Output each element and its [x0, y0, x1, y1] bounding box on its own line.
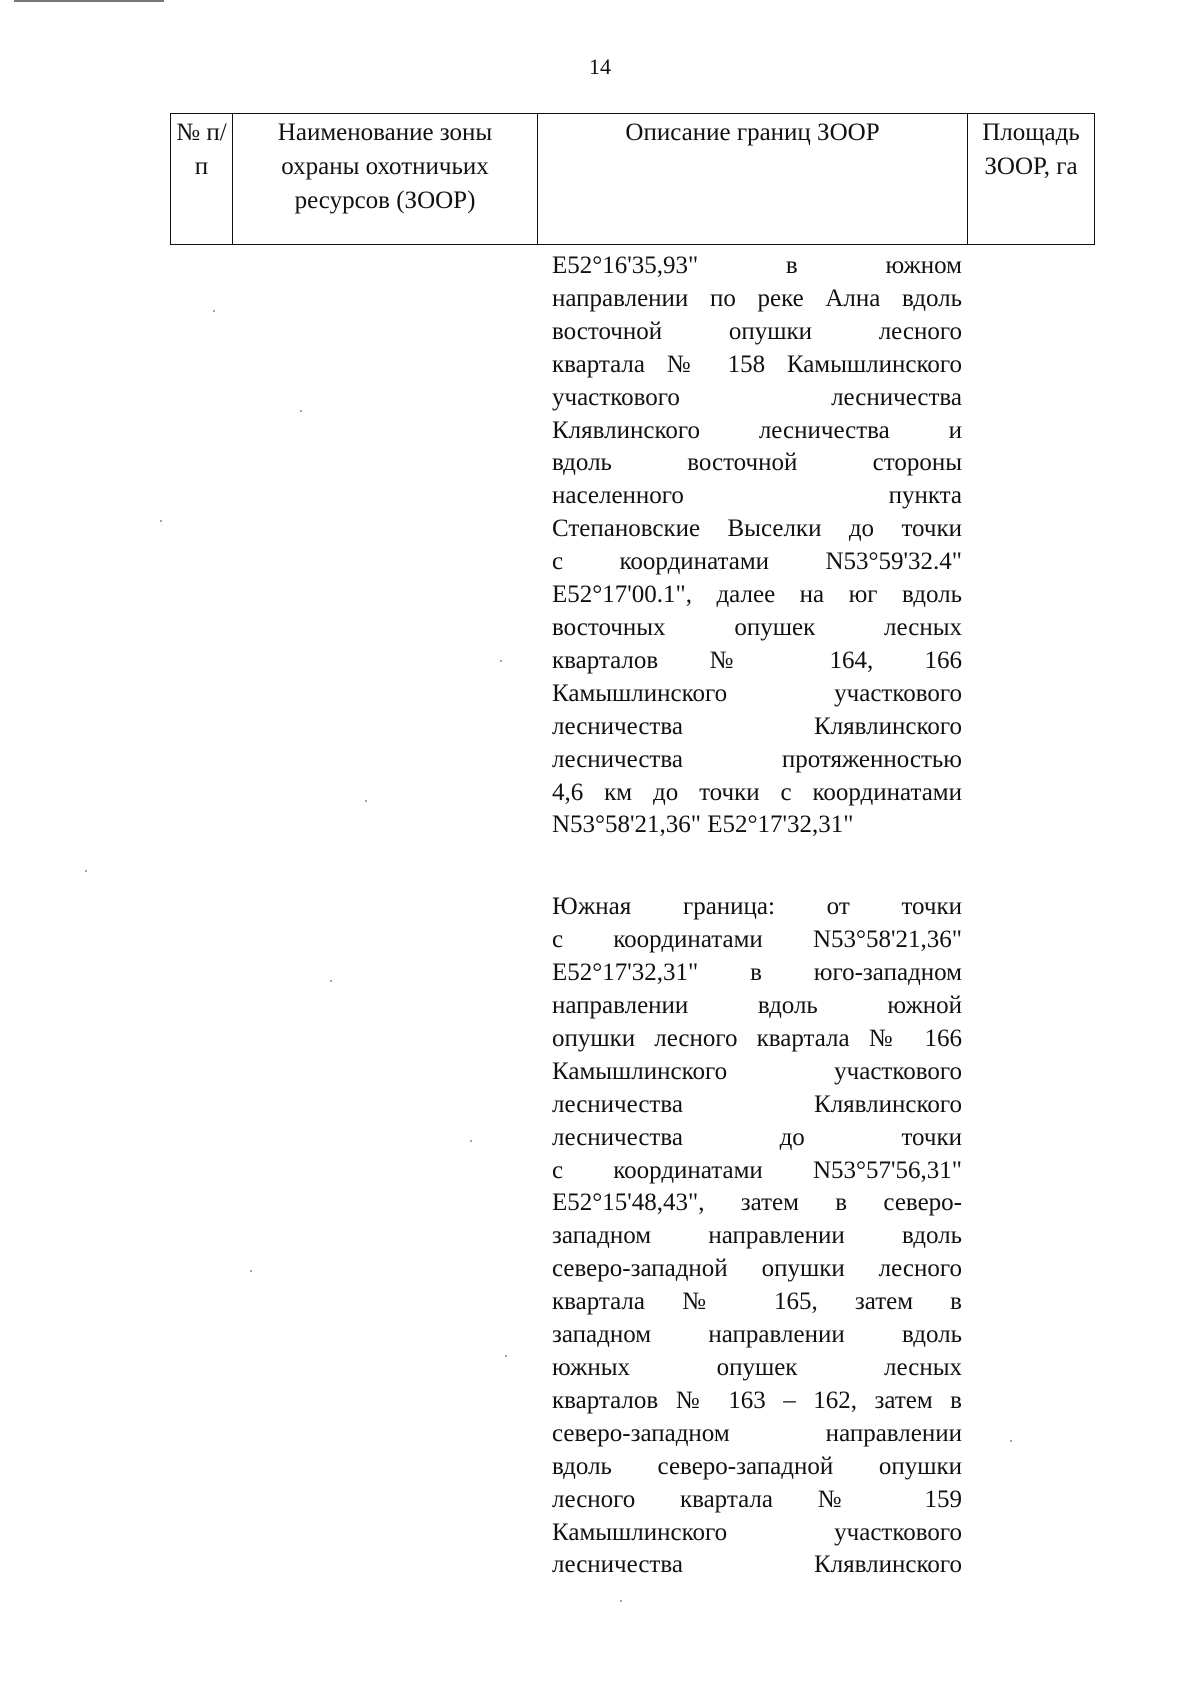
text-line: восточных опушек лесных — [552, 613, 962, 641]
text-line: участкового лесничества — [552, 383, 962, 411]
text-line: лесничества протяженностью — [552, 745, 962, 773]
text-line: кварталов № 163 – 162, затем в — [552, 1386, 962, 1414]
text-line: E52°17'00.1", далее на юг вдоль — [552, 581, 962, 609]
text-line: направлении вдоль южной — [552, 992, 962, 1020]
east-boundary-continuation — [552, 250, 962, 842]
text-line: Камышлинского участкового — [552, 1518, 962, 1546]
scan-speck — [300, 410, 302, 412]
scan-speck — [365, 800, 367, 802]
text-line: вдоль восточной стороны — [552, 449, 962, 477]
text-line: кварталов № 164, 166 — [552, 646, 962, 674]
text-line: E52°17'32,31" в юго-западном — [552, 959, 962, 987]
text-line: вдоль северо-западной опушки — [552, 1452, 962, 1480]
scan-speck — [250, 1270, 252, 1272]
text-line: северо-западной опушки лесного — [552, 1255, 962, 1283]
text-line: лесничества до точки — [552, 1123, 962, 1151]
table-header-row — [171, 114, 1095, 245]
text-line: населенного пункта — [552, 482, 962, 510]
text-line: южных опушек лесных — [552, 1354, 962, 1381]
column-header-zone-name: Наименование зоны охраны охотничьих ресурсов (ЗООР) — [233, 114, 538, 245]
text-line: Камышлинского участкового — [552, 679, 962, 707]
south-boundary-description — [552, 891, 962, 1582]
text-line: лесничества Клявлинского — [552, 1090, 962, 1118]
text-line: Клявлинского лесничества и — [552, 416, 962, 444]
text-line: E52°16'35,93" в южном — [552, 252, 962, 279]
zoor-table-header — [170, 113, 1095, 245]
text-line: опушки лесного квартала № 166 — [552, 1024, 962, 1052]
text-line: E52°15'48,43", затем в северо- — [552, 1189, 962, 1217]
scan-artifact-line — [14, 0, 164, 2]
text-line: 4,6 км до точки с координатами — [552, 778, 962, 806]
column-header-boundary-description: Описание границ ЗООР — [538, 114, 968, 245]
text-line: лесничества Клявлинского — [552, 712, 962, 740]
scan-speck — [470, 1140, 472, 1142]
text-line: западном направлении вдоль — [552, 1321, 962, 1349]
text-line: Южная граница: от точки — [552, 893, 962, 921]
text-line: восточной опушки лесного — [552, 317, 962, 345]
text-line: лесного квартала № 159 — [552, 1485, 962, 1513]
text-line: западном направлении вдоль — [552, 1222, 962, 1250]
boundary-description — [552, 250, 962, 1582]
scan-speck — [620, 1600, 622, 1602]
paragraph-gap — [552, 842, 962, 891]
column-header-number: № п/п — [171, 114, 233, 245]
scan-speck — [160, 520, 162, 522]
scan-speck — [213, 310, 215, 312]
text-line: квартала № 165, затем в — [552, 1288, 962, 1316]
scan-speck — [505, 1355, 507, 1357]
scan-speck — [85, 870, 87, 872]
scan-speck — [330, 980, 332, 982]
scan-speck — [500, 660, 502, 662]
text-line: квартала № 158 Камышлинского — [552, 350, 962, 378]
text-line: Степановские Выселки до точки — [552, 515, 962, 543]
text-line: направлении по реке Ална вдоль — [552, 284, 962, 312]
text-line: с координатами N53°57'56,31" — [552, 1156, 962, 1184]
column-header-area: Площадь ЗООР, га — [968, 114, 1095, 245]
text-line: N53°58'21,36" E52°17'32,31" — [552, 811, 854, 839]
page-number: 14 — [589, 54, 611, 79]
scan-speck — [1010, 1440, 1012, 1442]
text-line: Камышлинского участкового — [552, 1057, 962, 1085]
text-line: лесничества Клявлинского — [552, 1551, 962, 1579]
text-line: с координатами N53°59'32.4" — [552, 548, 962, 576]
text-line: с координатами N53°58'21,36" — [552, 926, 962, 954]
text-line: северо-западном направлении — [552, 1419, 962, 1447]
